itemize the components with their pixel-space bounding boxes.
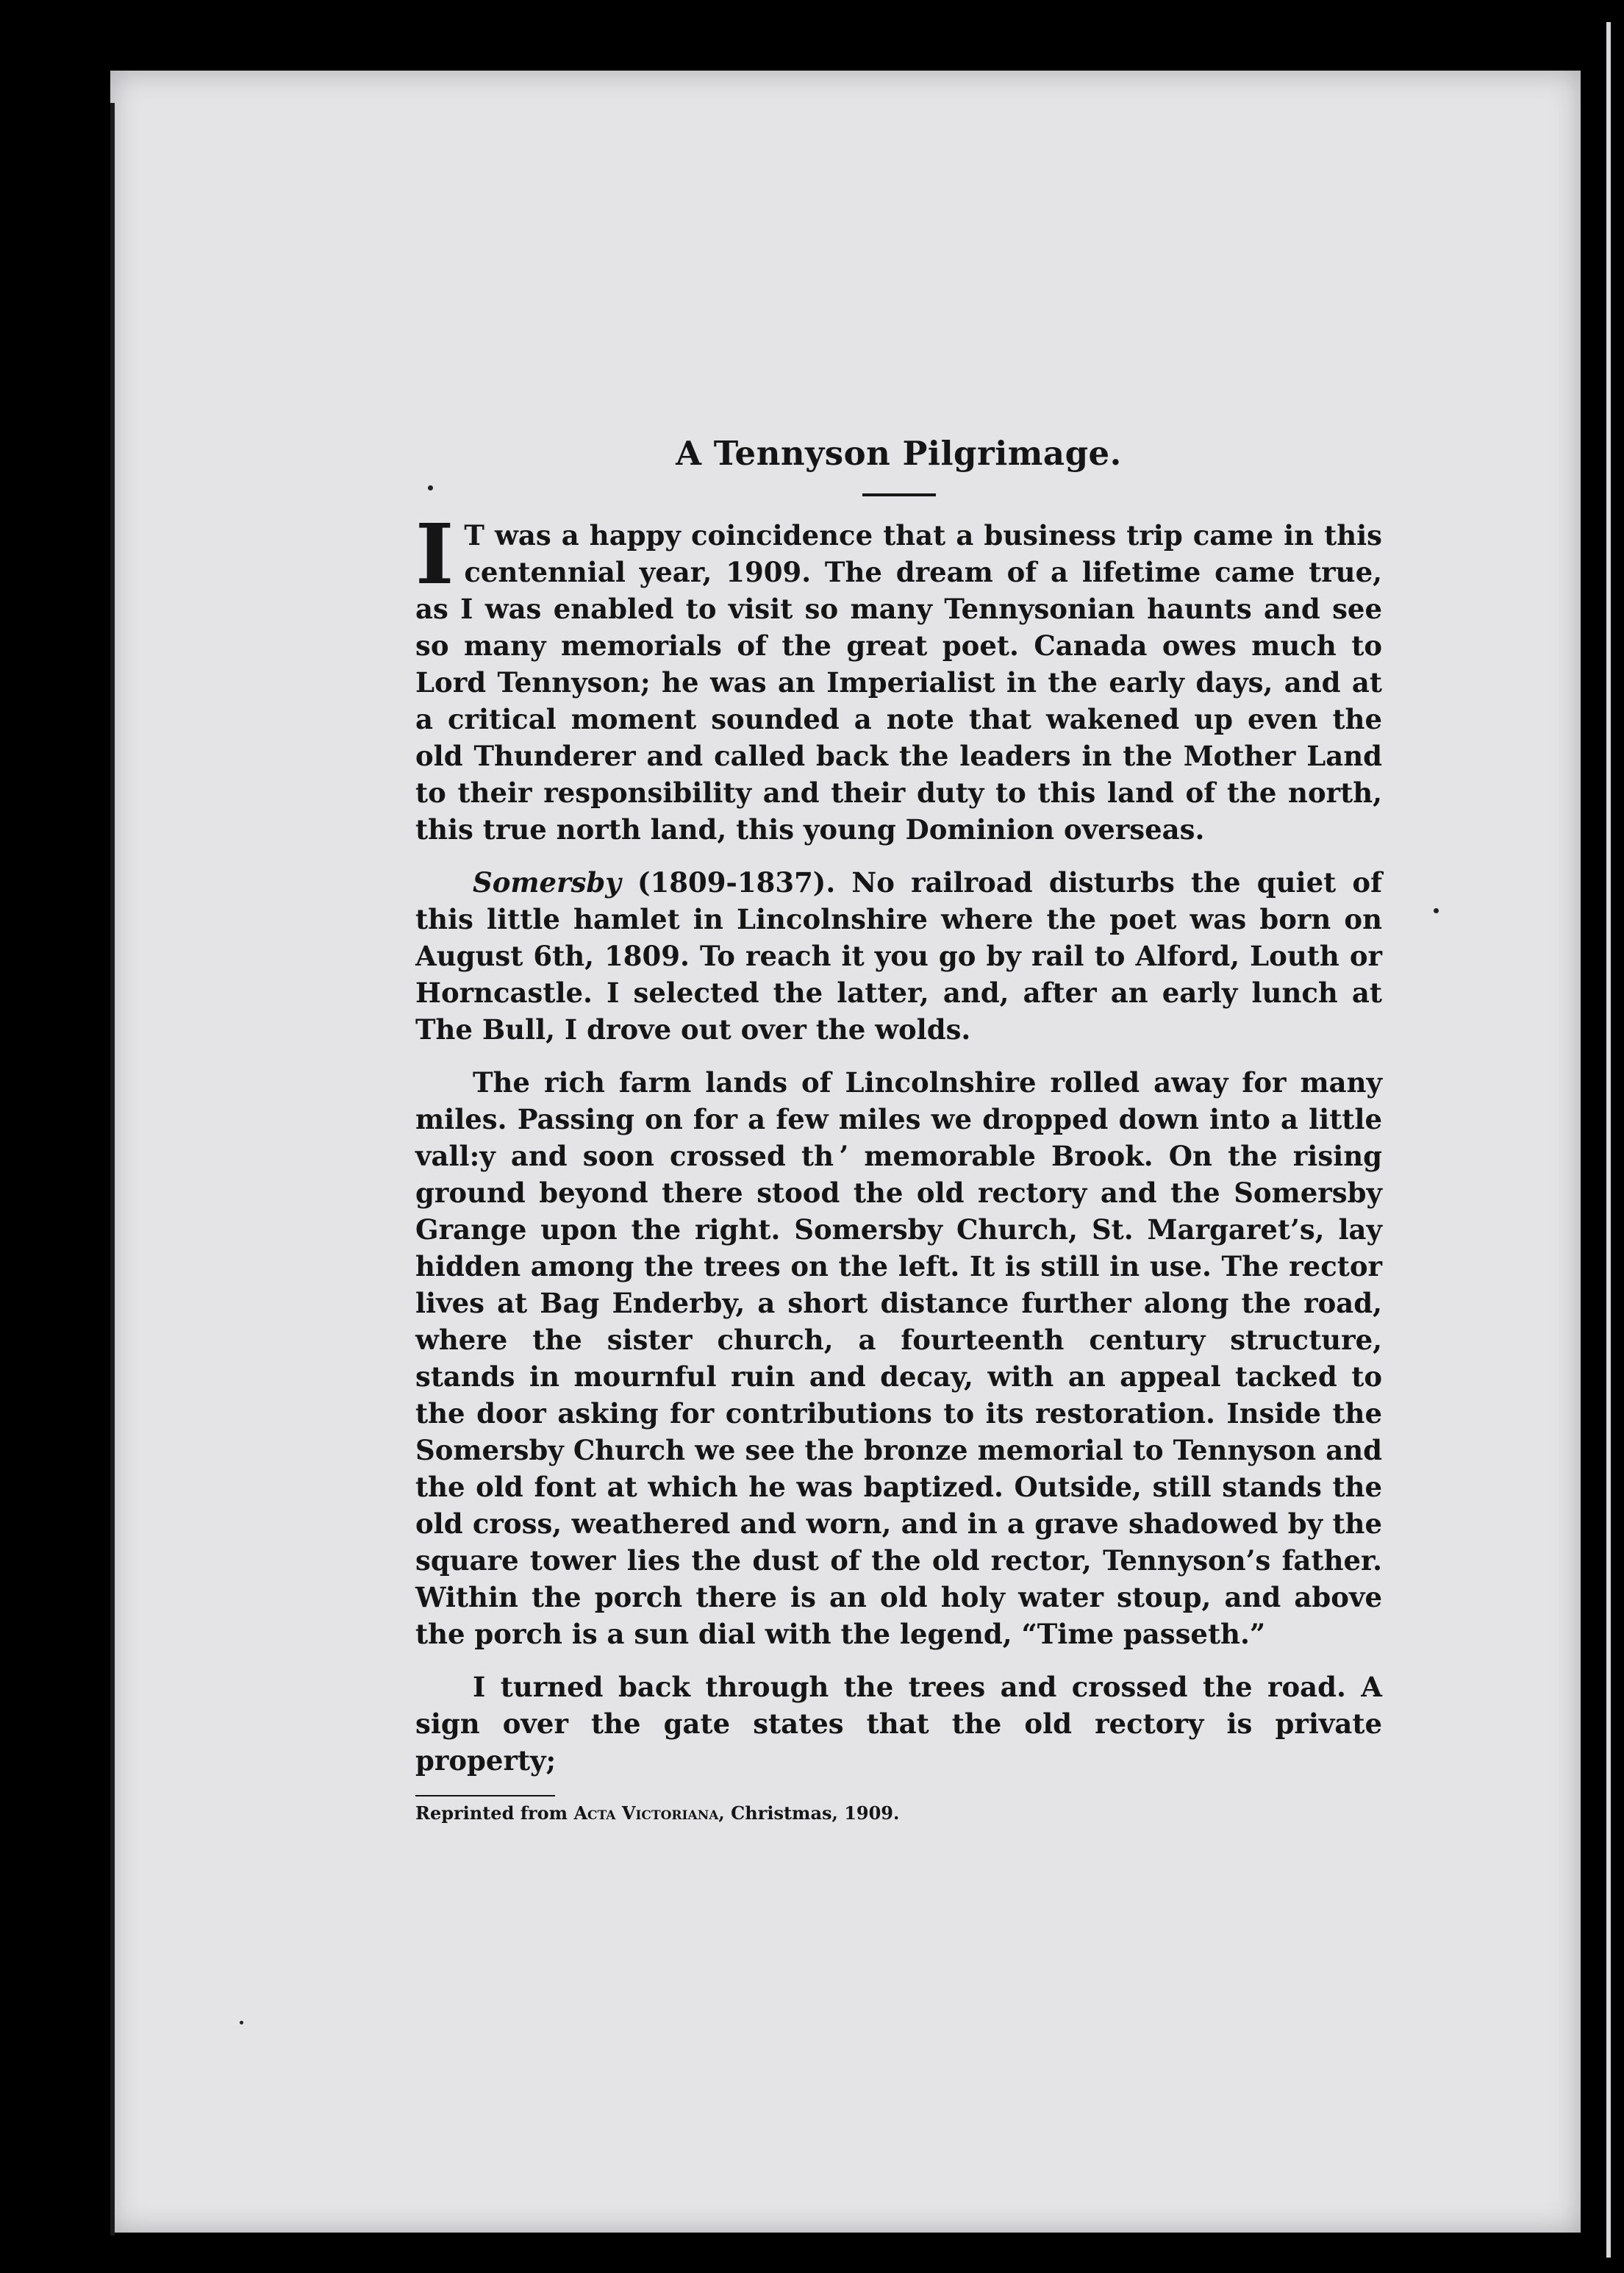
footnote-prefix: Reprinted from (415, 1802, 574, 1824)
page-edge (1606, 22, 1611, 2258)
footnote (415, 1802, 1382, 1824)
footnote-rule (415, 1795, 555, 1796)
ink-speck (240, 2021, 243, 2024)
paragraph-2-text: (1809-1837). No railroad disturbs the quiet of this little hamlet in Lincolnshire where the poet was born on August 6th, 1809. To reach it you go by rail to Alford, Louth or Horncastle. I selected the latter, and, after an early lunch at The Bull, I drove out over the wolds. (415, 866, 1382, 1046)
footnote-suffix: , Christmas, 1909. (718, 1802, 900, 1824)
paragraph-2 (415, 864, 1382, 1048)
drop-cap: I (415, 507, 454, 603)
binding-edge (110, 103, 115, 2235)
paragraph-3: The rich farm lands of Lincolnshire rolled away for many miles. Passing on for a few miles we dropped down into a little vall:y and soon crossed th ’ memorable Brook. On the rising ground beyond there stood the old rectory and the Somersby Grange upon the right. Somersby Church, St. Margaret’s, lay hidden among the trees on the left. It is still in use. The rector lives at Bag Enderby, a short distance further along the road, where the sister church, a fourteenth century structure, stands in mournful ruin and decay, with an appeal tacked to the door asking for contributions to its restoration. Inside the Somersby Church we see the bronze memorial to Tennyson and the old font at which he was baptized. Outside, still stands the old cross, weathered and worn, and in a grave shadowed by the square tower lies the dust of the old rector, Tennyson’s father. Within the porch there is an old holy water stoup, and above the porch is a sun dial with the legend, “Time passeth.” (415, 1066, 1382, 1650)
footnote-source: Acta Victoriana (573, 1802, 719, 1824)
title-rule (862, 493, 936, 496)
paragraph-1-text: T was a happy coincidence that a business trip came in this centennial year, 1909. The dream of a lifetime came true, as I was enabled to visit so many Tennysonian haunts and see so many memorials of the great poet. Canada owes much to Lord Tennyson; he was an Imperialist in the early days, and at a critical moment sounded a note that wakened up even the old Thunderer and called back the leaders in the Mother Land to their responsibility and their duty to this land of the north, this true north land, this young Dominion overseas. (415, 519, 1382, 846)
paragraph-4: I turned back through the trees and crossed the road. A sign over the gate states that the old rectory is private property; (415, 1671, 1382, 1777)
place-name: Somersby (473, 866, 621, 899)
ink-speck (1434, 908, 1439, 913)
article-column (415, 434, 1382, 1824)
article-title: A Tennyson Pilgrimage. (676, 434, 1122, 473)
paragraph-1 (415, 507, 1382, 848)
